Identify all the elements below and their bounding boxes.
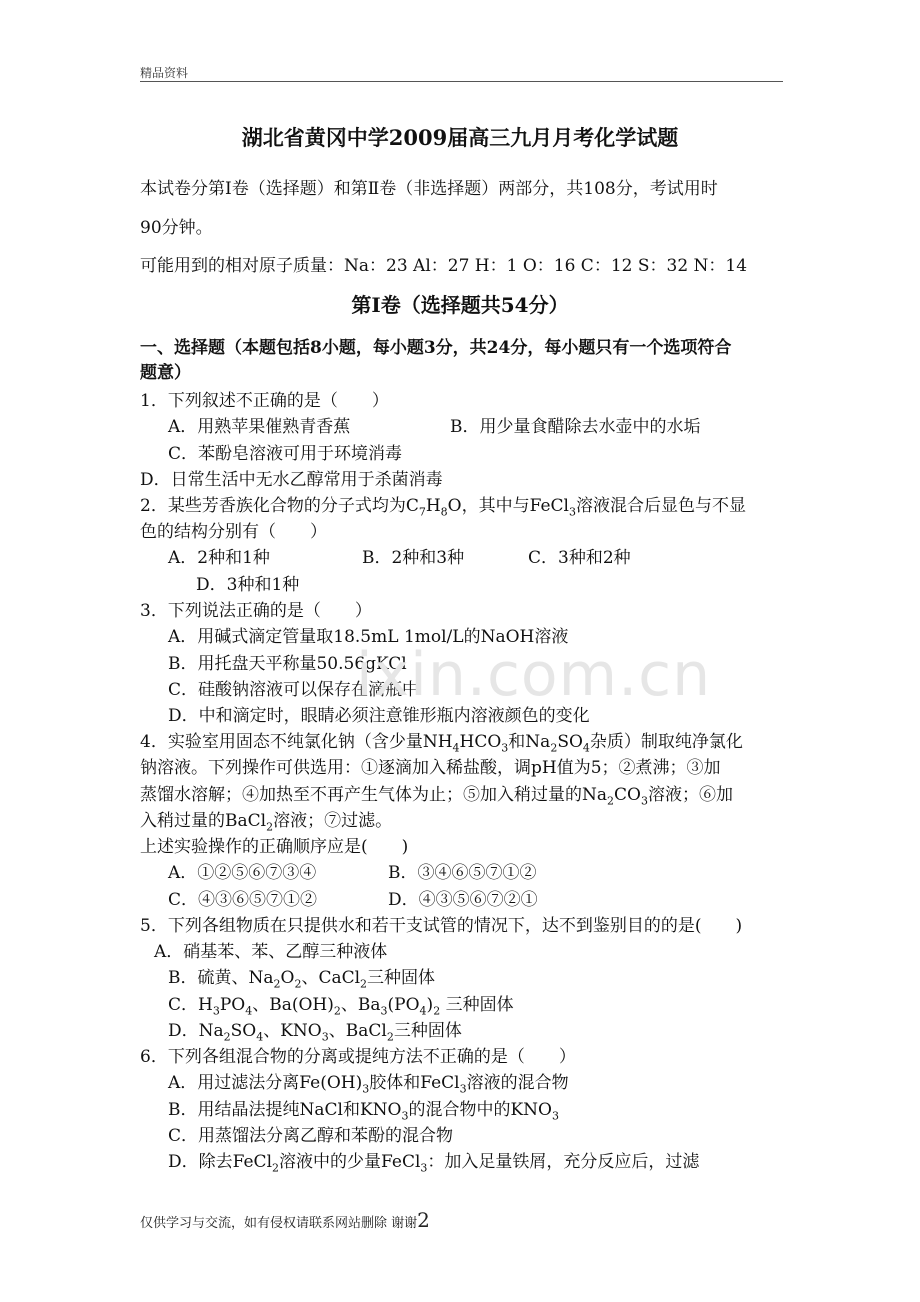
q4-stem-line-5: 上述实验操作的正确顺序应是( ): [140, 837, 409, 857]
q5-option-a: A．硝基苯、苯、乙醇三种液体: [154, 942, 388, 962]
part1-heading-line-1: 一、选择题（本题包括8小题，每小题3分，共24分，每小题只有一个选项符合: [140, 338, 732, 358]
intro-line-2: 90分钟。: [140, 218, 213, 238]
q1-option-c: C．苯酚皂溶液可用于环境消毒: [168, 444, 403, 464]
q5-stem: 5．下列各组物质在只提供水和若干支试管的情况下，达不到鉴别目的的是( ): [140, 916, 743, 936]
footer-text: 仅供学习与交流，如有侵权请联系网站删除 谢谢: [140, 1216, 418, 1231]
intro-line-1: 本试卷分第Ⅰ卷（选择题）和第Ⅱ卷（非选择题）两部分，共108分，考试用时: [140, 179, 718, 199]
atomic-masses: 可能用到的相对原子质量：Na：23 Al：27 H：1 O：16 C：12 S：32 N：14: [140, 256, 748, 276]
q3-option-b: B．用托盘天平称量50.56gKCl: [168, 654, 407, 674]
q3-option-a: A．用碱式滴定管量取18.5mL 1mol/L的NaOH溶液: [168, 627, 569, 647]
header-rule: [140, 81, 783, 82]
q4-stem-line-4: 入稍过量的BaCl$_2$溶液；⑦过滤。: [140, 811, 393, 834]
q2-option-b: B．2种和3种: [362, 548, 465, 568]
q4-option-b: B．③④⑥⑤⑦①②: [388, 863, 537, 883]
section-title: 第Ⅰ卷（选择题共54分）: [351, 293, 569, 317]
q3-option-c: C．硅酸钠溶液可以保存在滴瓶中: [168, 680, 420, 700]
q2-option-d: D．3种和1种: [196, 575, 300, 595]
q6-option-b: B．用结晶法提纯NaCl和$KNO_3$的混合物中的$KNO_3$: [168, 1100, 559, 1123]
page-number: 2: [417, 1208, 430, 1232]
q5-option-c: C．$H_3PO_4$、$Ba(OH)_2$、$Ba_3(PO_4)_2$ 三种固体: [168, 995, 514, 1018]
q4-stem-line-3: 蒸馏水溶解；④加热至不再产生气体为止；⑤加入稍过量的$Na_2CO_3$溶液；⑥加: [140, 785, 733, 808]
header-note: 精品资料: [140, 66, 189, 80]
page-title: 湖北省黄冈中学2009届高三九月月考化学试题: [241, 125, 679, 150]
footer: [140, 1208, 430, 1232]
q4-option-d: D．④③⑤⑥⑦②①: [388, 890, 538, 910]
q5-option-d: D．$Na_2SO_4$、$KNO_3$、BaCl$_2$三种固体: [168, 1021, 462, 1044]
q1-option-d: D．日常生活中无水乙醇常用于杀菌消毒: [140, 470, 443, 490]
q6-option-d: D．除去FeCl$_2$溶液中的少量FeCl$_3$：加入足量铁屑，充分反应后，过滤: [168, 1152, 700, 1175]
q4-option-c: C．④③⑥⑤⑦①②: [168, 890, 318, 910]
watermark: ixin.com.cn: [356, 640, 712, 710]
q6-stem: 6．下列各组混合物的分离或提纯方法不正确的是（ ）: [140, 1047, 576, 1067]
q5-option-b: B．硫黄、$Na_2O_2$、CaCl$_2$三种固体: [168, 968, 436, 991]
q1-stem: 1．下列叙述不正确的是（ ）: [140, 391, 389, 411]
q4-stem-line-2: 钠溶液。下列操作可供选用：①逐滴加入稀盐酸，调pH值为5；②煮沸；③加: [140, 758, 721, 778]
q2-stem-line-2: 色的结构分别有（ ）: [140, 522, 327, 542]
q2-option-c: C．3种和2种: [528, 548, 631, 568]
q4-option-a: A．①②⑤⑥⑦③④: [168, 863, 317, 883]
q3-option-d: D．中和滴定时，眼睛必须注意锥形瓶内溶液颜色的变化: [168, 706, 590, 726]
part1-heading-line-2: 题意）: [140, 363, 191, 383]
q4-stem-line-1: 4．实验室用固态不纯氯化钠（含少量$NH_4HCO_3$和$Na_2SO_4$杂质）制取纯净氯化: [140, 732, 743, 755]
q1-option-b: B．用少量食醋除去水壶中的水垢: [450, 417, 701, 437]
q3-stem: 3．下列说法正确的是（ ）: [140, 601, 372, 621]
q6-option-a: A．用过滤法分离$Fe(OH)_3$胶体和FeCl$_3$溶液的混合物: [168, 1073, 569, 1096]
q1-option-a: A．用熟苹果催熟青香蕉: [168, 417, 351, 437]
q2-option-a: A．2种和1种: [168, 548, 270, 568]
q2-stem-line-1: 2．某些芳香族化合物的分子式均为$C_7H_8O$，其中与FeCl$_3$溶液混合后显色与不显: [140, 496, 746, 519]
q6-option-c: C．用蒸馏法分离乙醇和苯酚的混合物: [168, 1126, 454, 1146]
